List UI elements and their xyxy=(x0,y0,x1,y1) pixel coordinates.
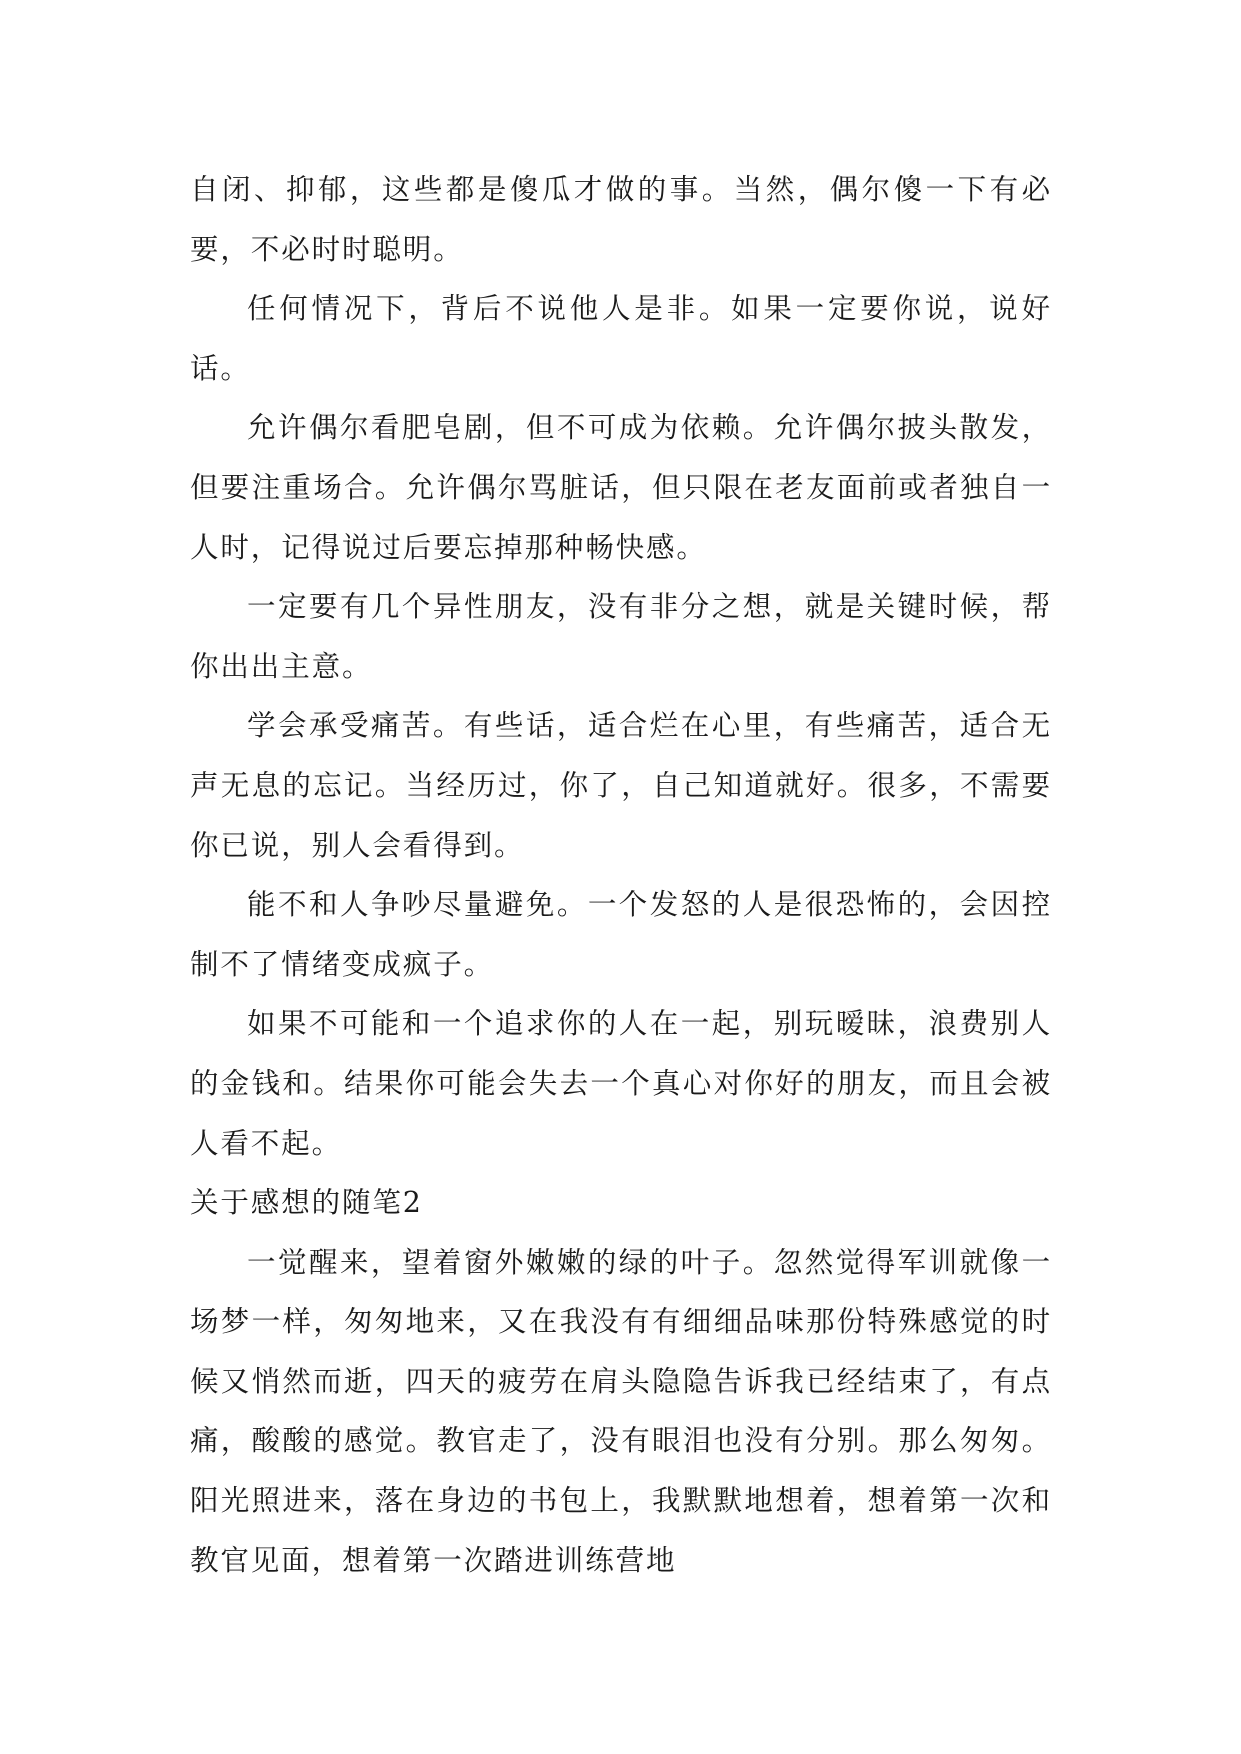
paragraph-3: 允许偶尔看肥皂剧，但不可成为依赖。允许偶尔披头散发，但要注重场合。允许偶尔骂脏话，但只限在老友面前或者独自一人时，记得说过后要忘掉那种畅快感。 xyxy=(190,411,1052,564)
paragraph-2: 任何情况下，背后不说他人是非。如果一定要你说，说好话。 xyxy=(190,292,1052,385)
paragraph-4: 一定要有几个异性朋友，没有非分之想，就是关键时候，帮你出出主意。 xyxy=(190,590,1052,683)
paragraph-5: 学会承受痛苦。有些话，适合烂在心里，有些痛苦，适合无声无息的忘记。当经历过，你了，自己知道就好。很多，不需要你已说，别人会看得到。 xyxy=(190,709,1052,862)
paragraph-1: 自闭、抑郁，这些都是傻瓜才做的事。当然，偶尔傻一下有必要，不必时时聪明。 xyxy=(190,173,1052,266)
document-page xyxy=(190,160,1052,1590)
paragraph-7: 如果不可能和一个追求你的人在一起，别玩暧昧，浪费别人的金钱和。结果你可能会失去一个真心对你好的朋友，而且会被人看不起。 xyxy=(190,1007,1052,1160)
section-heading: 关于感想的随笔2 xyxy=(190,1186,423,1220)
paragraph-6: 能不和人争吵尽量避免。一个发怒的人是很恐怖的，会因控制不了情绪变成疯子。 xyxy=(190,888,1052,981)
paragraph-8: 一觉醒来，望着窗外嫩嫩的绿的叶子。忽然觉得军训就像一场梦一样，匆匆地来，又在我没有有细细品味那份特殊感觉的时候又悄然而逝，四天的疲劳在肩头隐隐告诉我已经结束了，有点痛，酸酸的感觉。教官走了，没有眼泪也没有分别。那么匆匆。阳光照进来，落在身边的书包上，我默默地想着，想着第一次和教官见面，想着第一次踏进训练营地 xyxy=(190,1245,1052,1577)
